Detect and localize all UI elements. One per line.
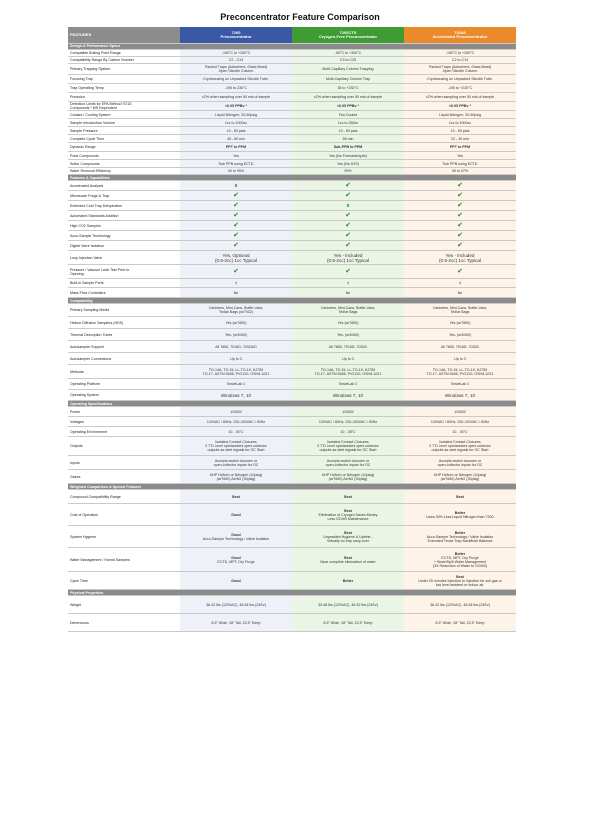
features-header: FEATURES: [68, 27, 180, 44]
check-icon: ✔: [345, 211, 351, 219]
value-7200: Good Accu-Sample Technology / Valve Isolation: [180, 526, 292, 548]
value-7200cts: 6.5" Wide, 18" Tall, 22.5" Deep: [292, 614, 404, 632]
value-7200: [180, 221, 292, 231]
value-7200a: <0.05 PPBv *: [404, 102, 516, 111]
value-7200a: 4: [404, 279, 516, 288]
value-7200cts: [292, 191, 404, 201]
value-7200a: Better ECTD, MPT, Dry Purge + SmartSplit Water Management (3X Reduction of Water to GCMS): [404, 548, 516, 572]
table-row: [68, 379, 516, 390]
row-label: Compound Compatibility Range: [68, 490, 180, 504]
value-7200a: -150°C to +250°C: [404, 50, 516, 57]
value-7200cts: Multi-Capillary Column Trapping: [292, 64, 404, 75]
value-7200cts: UHP Helium or Nitrogen (10psig) (w/7650) Air/N2 (30psig): [292, 470, 404, 484]
row-label: Helium Diffusion Samplers (HDS): [68, 317, 180, 329]
value-7200cts: 10 - 50 psia: [292, 127, 404, 135]
row-label: Inputs: [68, 456, 180, 470]
row-label: Detection Limits for EPA Method TO15 Compounds * MS Dependent: [68, 102, 180, 111]
table-row: [68, 614, 516, 632]
check-icon: ✔: [457, 221, 463, 229]
value-7200a: [404, 211, 516, 221]
value-7200a: 1cc to 1000cc: [404, 119, 516, 127]
value-7200a: 120VAC / 60Hz, 230-240VAC / 50Hz: [404, 417, 516, 427]
table-row: [68, 504, 516, 526]
value-7200: 4: [180, 279, 292, 288]
table-row: [68, 160, 516, 168]
value-7200: Windows 7, 10: [180, 390, 292, 401]
value-7200: [180, 181, 292, 191]
value-7200: Accepts switch closures or open-collector inputs for GC: [180, 456, 292, 470]
page-title: Preconcentrator Feature Comparison: [220, 12, 380, 22]
row-label: Accu-Sample Technology: [68, 231, 180, 241]
table-row: [68, 572, 516, 590]
row-label: Primary Trapping System: [68, 64, 180, 75]
header-7200cts: 7200CTS Cryogen-Free Preconcentrator: [292, 27, 404, 44]
value-7200a: Canisters, Mini-Cans, Bottle-Vacs, Tedlar Bags: [404, 304, 516, 317]
check-icon: ✔: [345, 231, 351, 239]
value-7200: [180, 201, 292, 211]
value-7200cts: SmartLab 2: [292, 379, 404, 390]
table-row: [68, 75, 516, 84]
check-icon: ✔: [457, 191, 463, 199]
check-icon: ✔: [457, 181, 463, 189]
value-7200cts: Yes (w/7650): [292, 317, 404, 329]
value-7200a: Better Uses 30% Less Liquid Nitrogen than 7200: [404, 504, 516, 526]
value-7200: Best: [180, 490, 292, 504]
table-row: [68, 470, 516, 484]
row-label: Primary Sampling Media: [68, 304, 180, 317]
value-7200a: -190 to +230°C: [404, 84, 516, 93]
value-7200: SmartLab 2: [180, 379, 292, 390]
table-row: [68, 288, 516, 298]
check-icon: ✔: [233, 191, 239, 199]
value-7200: 6.5" Wide, 18" Tall, 22.5" Deep: [180, 614, 292, 632]
value-7200a: ±2% when sampling over 50 mls of sample: [404, 93, 516, 102]
check-icon: ✔: [457, 231, 463, 239]
value-7200cts: Best Unparalled Hygiene & Uptime - Virtually no trap carry-over: [292, 526, 404, 548]
value-7200cts: Yes - Included (0.5-2cc) 1cc Typical: [292, 251, 404, 265]
value-7200: No: [180, 288, 292, 298]
value-7200a: Windows 7, 10: [404, 390, 516, 401]
row-label: Compatibility Range By Carbon Number: [68, 57, 180, 64]
value-7200a: [404, 231, 516, 241]
row-label: Sample Introduction Volume: [68, 119, 180, 127]
value-7200: [180, 265, 292, 279]
value-7200: 45 - 60 min: [180, 135, 292, 143]
row-label: Weight: [68, 596, 180, 614]
row-label: Accelerated Analysis: [68, 181, 180, 191]
value-7200cts: Accepts switch closures or open-collector inputs for GC: [292, 456, 404, 470]
value-7200: 10 - 30°C: [180, 427, 292, 437]
section-title: Operating Specifications: [68, 401, 516, 407]
row-label: Coolant / Cooling System: [68, 111, 180, 119]
value-7200a: No: [404, 288, 516, 298]
value-7200a: PPT to PPM: [404, 143, 516, 152]
value-7200a: 36-42 lbs (120VAC), 46-54 lbs (240V): [404, 596, 516, 614]
value-7200a: TO-14A, TO-15, LL-TO-15, HJ759 TO-17, ASTM 5466, PV2120, OSHA 1021: [404, 365, 516, 379]
table-row: [68, 57, 516, 64]
value-7200cts: C3 to C25: [292, 57, 404, 64]
value-7200a: Better Accu-Sample Technology / Valve Isolation Extended Tenax Trap Backflush Bakeout: [404, 526, 516, 548]
check-icon: ✔: [345, 181, 351, 189]
table-row: [68, 490, 516, 504]
value-7200cts: 1cc to 250cc: [292, 119, 404, 127]
table-row: [68, 304, 516, 317]
row-label: Compatible Boiling Point Range: [68, 50, 180, 57]
table-row: [68, 317, 516, 329]
table-row: [68, 191, 516, 201]
check-icon: ✔: [233, 231, 239, 239]
value-7200a: Yes, (w/5400): [404, 329, 516, 341]
row-label: Complete Cycle Time: [68, 135, 180, 143]
row-label: High CO2 Samples: [68, 221, 180, 231]
value-7200a: 95 to 97%: [404, 168, 516, 175]
value-7200a: Yes - Included (0.5-2cc) 1cc Typical: [404, 251, 516, 265]
value-7200a: C2 to C14: [404, 57, 516, 64]
value-7200: All 7650, 7016D, 7032A/D: [180, 341, 292, 353]
value-7200: Up to 3: [180, 353, 292, 365]
value-7200cts: No: [292, 288, 404, 298]
value-7200a: Packed Traps (Adsorbent, Glass Bead) Open Silcotle Column: [404, 64, 516, 75]
table-row: [68, 596, 516, 614]
row-label: Operating Platform: [68, 379, 180, 390]
value-7200: Good: [180, 504, 292, 526]
table-row: [68, 143, 516, 152]
value-7200cts: Best Elimination of Cryogen Saves Money Less GCMS Maintenance: [292, 504, 404, 526]
value-7200: Canisters, Mini-Cans, Bottle-Vacs, Tedlar Bags (w/7032): [180, 304, 292, 317]
row-label: Extended Cold Trap Dehydration: [68, 201, 180, 211]
check-icon: ✔: [457, 241, 463, 249]
value-7200: Yes, Optional (0.5-2cc) 1cc Typical: [180, 251, 292, 265]
row-label: Mass Flow Controllers: [68, 288, 180, 298]
row-label: Trap Operating Temp: [68, 84, 180, 93]
value-7200a: 22 - 30 min: [404, 135, 516, 143]
row-label: Cycle Time: [68, 572, 180, 590]
value-7200: Packed Traps (Adsorbent, Glass Bead) Open Silcotle Column: [180, 64, 292, 75]
table-row: [68, 427, 516, 437]
row-label: Focusing Trap: [68, 75, 180, 84]
table-row: [68, 329, 516, 341]
value-7200cts: 1200W: [292, 407, 404, 417]
value-7200: Yes, (w/5400): [180, 329, 292, 341]
row-label: Cost of Operation: [68, 504, 180, 526]
row-label: Gases: [68, 470, 180, 484]
value-7200a: 1200W: [404, 407, 516, 417]
table-row: [68, 152, 516, 160]
value-7200cts: 4: [292, 279, 404, 288]
value-7200a: Best: [404, 490, 516, 504]
check-icon: ✔: [233, 241, 239, 249]
value-7200a: Liquid Nitrogen, 20-60psig: [404, 111, 516, 119]
value-7200cts: 33-48 lbs (120VAC), 46-52 lbs (240V): [292, 596, 404, 614]
value-7200cts: Sub-PPB to PPM: [292, 143, 404, 152]
table-row: [68, 119, 516, 127]
value-7200cts: Multi-Capillary Column Trap: [292, 75, 404, 84]
table-row: [68, 64, 516, 75]
value-7200cts: Yes, (w/5400): [292, 329, 404, 341]
value-7200: C2 - C14: [180, 57, 292, 64]
row-label: Thermal Desorption Tubes: [68, 329, 180, 341]
value-7200: Liquid Nitrogen, 20-60psig: [180, 111, 292, 119]
row-label: Power: [68, 407, 180, 417]
value-7200cts: Yes (No Formaldehyde): [292, 152, 404, 160]
value-7200cts: [292, 265, 404, 279]
value-7200a: UHP Helium or Nitrogen (10psig) (w/7650) Air/N2 (30psig): [404, 470, 516, 484]
value-7200a: [404, 241, 516, 251]
value-7200cts: 35 to +230°C: [292, 84, 404, 93]
check-icon: ✔: [233, 221, 239, 229]
value-7200cts: Canisters, Mini-Cans, Bottle-Vacs, Tedlar Bags: [292, 304, 404, 317]
table-row: [68, 111, 516, 119]
table-row: [68, 548, 516, 572]
value-7200cts: Up to 3: [292, 353, 404, 365]
table-row: [68, 84, 516, 93]
value-7200cts: Windows 7, 10: [292, 390, 404, 401]
value-7200: <0.05 PPBv *: [180, 102, 292, 111]
row-label: Precision: [68, 93, 180, 102]
value-7200: [180, 211, 292, 221]
row-label: Water Removal Efficiency: [68, 168, 180, 175]
value-7200cts: Best: [292, 490, 404, 504]
value-7200: Yes: [180, 152, 292, 160]
check-icon: ✔: [233, 211, 239, 219]
table-row: [68, 365, 516, 379]
table-row: [68, 251, 516, 265]
table-row: [68, 93, 516, 102]
value-7200: 90 to 95%: [180, 168, 292, 175]
value-7200a: [404, 191, 516, 201]
table-row: [68, 127, 516, 135]
value-7200cts: 55 min: [292, 135, 404, 143]
value-7200a: Best Under 25 minutes Injection to Injection for soil gas or low level ambient or indoor air.: [404, 572, 516, 590]
table-row: [68, 265, 516, 279]
value-7200cts: [292, 211, 404, 221]
row-label: Microscale Purge & Trap: [68, 191, 180, 201]
value-7200cts: TO-14A, TO-15, LL-TO-15, HJ759 TO-17, ASTM 5466, PV2120, OSHA 1021: [292, 365, 404, 379]
value-7200cts: [292, 181, 404, 191]
table-row: [68, 135, 516, 143]
check-icon: ✔: [233, 201, 239, 209]
table-row: [68, 390, 516, 401]
section-title: Physical Properties: [68, 590, 516, 596]
header-7200a: 7200A Accelerated Preconcentrator: [404, 27, 516, 44]
row-label: Operating System: [68, 390, 180, 401]
table-row: [68, 102, 516, 111]
value-7200: Good: [180, 572, 292, 590]
value-7200a: Sub PPB using ECTD: [404, 160, 516, 168]
value-7200a: Accepts switch closures or open-collector inputs for GC: [404, 456, 516, 470]
table-row: [68, 231, 516, 241]
value-7200a: [404, 221, 516, 231]
row-label: Autosampler Connections: [68, 353, 180, 365]
value-7200a: Yes (w/7650): [404, 317, 516, 329]
row-label: Water Management / Humid Samples: [68, 548, 180, 572]
value-7200: Sub PPB using ECTD: [180, 160, 292, 168]
value-7200: PPT to PPM: [180, 143, 292, 152]
value-7200: Isolated Contact Closures 2 TTL level optoisolated open-collector outputs as start signals for GC Start: [180, 437, 292, 456]
header-row: [68, 27, 516, 44]
row-label: Sample Pressure: [68, 127, 180, 135]
check-icon: ✔: [345, 191, 351, 199]
value-7200: 1200W: [180, 407, 292, 417]
value-7200cts: All 7650, 7016D, 7032D: [292, 341, 404, 353]
table-row: [68, 211, 516, 221]
table-row: [68, 181, 516, 191]
table-row: [68, 456, 516, 470]
check-icon: ✔: [345, 267, 351, 275]
table-row: [68, 279, 516, 288]
value-7200cts: -50°C to +300°C: [292, 50, 404, 57]
value-7200a: All 7650, 7016D, 7032D: [404, 341, 516, 353]
value-7200: Good ECTD, MPT, Dry Purge: [180, 548, 292, 572]
value-7200a: 10 - 50 psia: [404, 127, 516, 135]
table-row: [68, 201, 516, 211]
value-7200cts: ±2% when sampling over 50 mls of sample: [292, 93, 404, 102]
value-7200cts: Fan Cooled: [292, 111, 404, 119]
check-icon: ✔: [345, 221, 351, 229]
check-icon: ✔: [345, 241, 351, 249]
value-7200cts: 99%: [292, 168, 404, 175]
value-7200: 10 - 50 psia: [180, 127, 292, 135]
value-7200: [180, 191, 292, 201]
value-7200: TO-14A, TO-15, LL-TO-15, HJ759 TO-17, ASTM 5466, PV2120, OSHA 1021: [180, 365, 292, 379]
row-label: Outputs: [68, 437, 180, 456]
header-7200: 7200 Preconcentrator: [180, 27, 292, 44]
value-7200cts: Yes (No H2S): [292, 160, 404, 168]
table-row: [68, 526, 516, 548]
row-label: Built-in Sample Ports: [68, 279, 180, 288]
value-7200a: Cryofocusing on Unpacked Silcotle Tube.: [404, 75, 516, 84]
value-7200cts: Better: [292, 572, 404, 590]
table-row: [68, 221, 516, 231]
comparison-table: [68, 27, 516, 632]
table-row: [68, 353, 516, 365]
table-row: [68, 50, 516, 57]
value-7200cts: [292, 221, 404, 231]
value-7200: 36-42 lbs (120VAC), 46-54 lbs (240V): [180, 596, 292, 614]
value-7200cts: Best Near complete elimination of water: [292, 548, 404, 572]
row-label: Automated Standards Addition: [68, 211, 180, 221]
row-label: Polar Compounds: [68, 152, 180, 160]
value-7200a: [404, 181, 516, 191]
value-7200: ±2% when sampling over 50 mls of sample: [180, 93, 292, 102]
value-7200cts: [292, 201, 404, 211]
row-label: Operating Environment: [68, 427, 180, 437]
table-row: [68, 341, 516, 353]
row-label: System Hygiene: [68, 526, 180, 548]
row-label: Pressure / Vacuum Leak Test Prior to Opening: [68, 265, 180, 279]
check-icon: ✔: [233, 267, 239, 275]
row-label: Dimensions: [68, 614, 180, 632]
cross-icon: ✘: [346, 202, 350, 208]
row-label: Methods: [68, 365, 180, 379]
value-7200a: Up to 3: [404, 353, 516, 365]
table-row: [68, 407, 516, 417]
value-7200a: SmartLab 2: [404, 379, 516, 390]
value-7200: 120VAC / 60Hz, 230-240VAC / 50Hz: [180, 417, 292, 427]
value-7200a: 10 - 30°C: [404, 427, 516, 437]
row-label: Loop Injection Valve: [68, 251, 180, 265]
value-7200cts: 10 - 28°C: [292, 427, 404, 437]
check-icon: ✔: [457, 211, 463, 219]
value-7200cts: Isolated Contact Closures 2 TTL level optoisolated open-collector outputs as start signals for GC Start: [292, 437, 404, 456]
value-7200cts: 120VAC / 60Hz, 230-240VAC / 50Hz: [292, 417, 404, 427]
row-label: Sulfur Compounds: [68, 160, 180, 168]
value-7200: [180, 231, 292, 241]
section-title: Design & Performance Specs: [68, 44, 516, 50]
table-row: [68, 437, 516, 456]
value-7200a: [404, 265, 516, 279]
value-7200: Cryofocusing on Unpacked Silcotle Tube.: [180, 75, 292, 84]
value-7200a: Isolated Contact Closures 2 TTL level optoisolated open-collector outputs as start signals for GC Start: [404, 437, 516, 456]
cross-icon: ✘: [234, 182, 238, 188]
row-label: Digital Valve Isolation: [68, 241, 180, 251]
table-row: [68, 168, 516, 175]
value-7200cts: [292, 231, 404, 241]
table-row: [68, 241, 516, 251]
value-7200: -150°C to +250°C: [180, 50, 292, 57]
row-label: Dynamic Range: [68, 143, 180, 152]
value-7200: -190 to 230°C: [180, 84, 292, 93]
row-label: Voltages: [68, 417, 180, 427]
value-7200: UHP Helium or Nitrogen (10psig) (w/7650) Air/N2 (30psig): [180, 470, 292, 484]
table-row: [68, 417, 516, 427]
value-7200a: [404, 201, 516, 211]
check-icon: ✔: [457, 267, 463, 275]
section-title: Weighted Comparison & Special Features: [68, 484, 516, 490]
check-icon: ✔: [457, 201, 463, 209]
row-label: Autosampler Support: [68, 341, 180, 353]
value-7200cts: <0.05 PPBv *: [292, 102, 404, 111]
value-7200: Yes (w/7650): [180, 317, 292, 329]
value-7200: 1cc to 1000cc: [180, 119, 292, 127]
value-7200: [180, 241, 292, 251]
section-title: Features & Capabilities: [68, 175, 516, 181]
value-7200cts: [292, 241, 404, 251]
value-7200a: Yes: [404, 152, 516, 160]
section-title: Compatibility: [68, 298, 516, 304]
value-7200a: 6.5" Wide, 18" Tall, 22.5" Deep: [404, 614, 516, 632]
